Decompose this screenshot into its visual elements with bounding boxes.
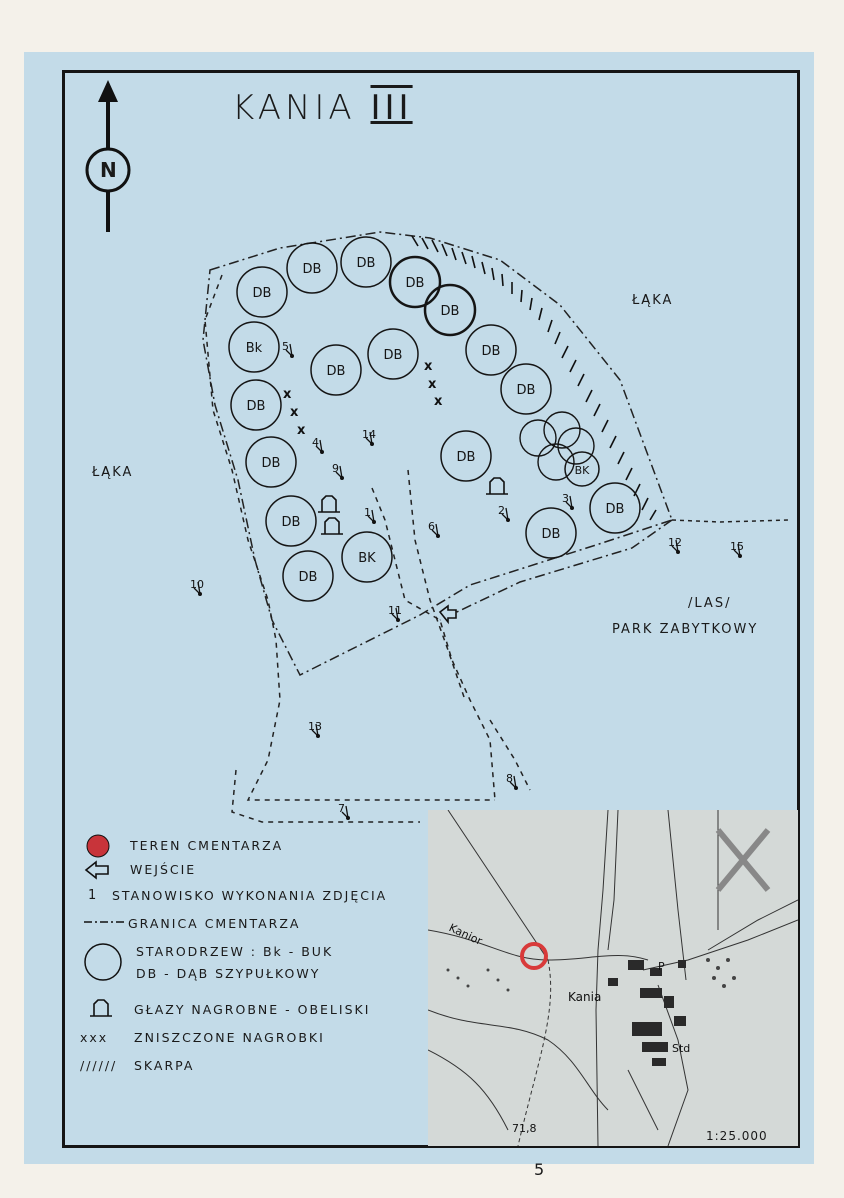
station-dot (316, 734, 320, 738)
legend-destroyed-symbol: xxx (80, 1030, 109, 1045)
tree-cluster-circle (544, 412, 580, 448)
tree-9 (231, 380, 281, 430)
tree-label: DB (298, 570, 318, 585)
north-letter: N (100, 158, 117, 182)
station-number: 3 (562, 492, 569, 505)
photo-station-6 (428, 520, 440, 538)
station-number: 11 (388, 604, 402, 617)
legend-item-boundary: GRANICA CMENTARZA (128, 916, 301, 931)
photo-station-11 (388, 604, 402, 622)
tree-14 (342, 532, 392, 582)
tree-circle-icon (85, 944, 121, 980)
tree-label: DB (456, 450, 476, 465)
photo-station-9 (332, 462, 344, 480)
inset-topo-map (428, 810, 798, 1146)
tree-label: DB (481, 344, 501, 359)
station-number: 9 (332, 462, 339, 475)
legend-photo-symbol: 1 (88, 888, 99, 903)
obelisk-icon (90, 1000, 112, 1016)
tree-15 (466, 325, 516, 375)
station-number: 8 (506, 772, 513, 785)
outer-dashed-path-2 (232, 770, 420, 822)
station-number: 15 (730, 540, 744, 553)
inset-label-p: P (658, 960, 665, 973)
tree-label: DB (302, 262, 322, 277)
station-group (190, 340, 744, 820)
station-dot (570, 506, 574, 510)
tree-label: DB (326, 364, 346, 379)
station-dot (676, 550, 680, 554)
station-number: 4 (312, 436, 319, 449)
map-title (232, 88, 413, 128)
legend-item-entrance: WEJŚCIE (130, 862, 197, 877)
photo-station-4 (312, 436, 324, 454)
station-number: 12 (668, 536, 682, 549)
svg-text:x: x (424, 359, 433, 374)
tree-5 (425, 285, 475, 335)
tree-6 (229, 322, 279, 372)
inset-label-elevation: 71,8 (512, 1122, 537, 1135)
tree-7 (311, 345, 361, 395)
tree-label: Bk (245, 341, 263, 356)
legend-escarpment-symbol: ////// (80, 1058, 118, 1073)
svg-text:x: x (297, 423, 306, 438)
tree-label: BK (358, 551, 376, 566)
photo-station-8 (506, 772, 518, 790)
map-scale: 1:25.000 (706, 1129, 768, 1143)
station-dot (396, 618, 400, 622)
tree-11 (441, 431, 491, 481)
station-dot (346, 816, 350, 820)
tree-label: BK (574, 464, 590, 477)
tree-label: DB (246, 399, 266, 414)
legend-item-old-trees: STARODRZEW : Bk - BUK (136, 944, 334, 959)
station-dot (340, 476, 344, 480)
svg-text:x: x (434, 394, 443, 409)
photo-station-3 (562, 492, 574, 510)
inset-map-drawing (428, 810, 798, 1146)
tree-label: DB (356, 256, 376, 271)
photo-station-14 (362, 428, 376, 446)
station-number: 14 (362, 428, 376, 441)
tree-3 (341, 237, 391, 287)
east-boundary (672, 520, 790, 522)
tree-cluster-circle (520, 420, 556, 456)
tree-19 (565, 452, 599, 486)
station-dot (370, 442, 374, 446)
north-arrow-icon (87, 80, 129, 232)
obelisk-icon (318, 478, 508, 534)
tree-label: DB (261, 456, 281, 471)
station-number: 2 (498, 504, 505, 517)
tree-label: DB (383, 348, 403, 363)
photo-station-7 (338, 802, 350, 820)
inset-label-std: Std (672, 1042, 691, 1055)
station-dot (514, 786, 518, 790)
cemetery-boundary (203, 232, 672, 675)
tree-16 (501, 364, 551, 414)
tree-label: DB (541, 527, 561, 542)
inset-town-label: Kania (568, 990, 602, 1004)
tree-4 (390, 257, 440, 307)
station-number: 13 (308, 720, 322, 733)
tree-label: DB (516, 383, 536, 398)
escarpment-hatching (412, 236, 656, 520)
tree-label: DB (440, 304, 460, 319)
tree-label: DB (281, 515, 301, 530)
legend-item-destroyed: ZNISZCZONE NAGROBKI (134, 1030, 325, 1045)
tree-12 (266, 496, 316, 546)
station-dot (738, 554, 742, 558)
legend-item-cemetery: TEREN CMENTARZA (130, 838, 284, 853)
station-number: 1 (364, 506, 371, 519)
station-dot (372, 520, 376, 524)
svg-text:x: x (290, 405, 299, 420)
tree-8 (368, 329, 418, 379)
tree-2 (287, 243, 337, 293)
station-number: 6 (428, 520, 435, 533)
label-meadow-west: ŁĄKA (92, 465, 134, 480)
legend-item-photo-station: STANOWISKO WYKONANIA ZDJĘCIA (112, 888, 388, 903)
tree-label: DB (252, 286, 272, 301)
photo-station-15 (730, 540, 744, 558)
station-dot (198, 592, 202, 596)
photo-station-5 (282, 340, 294, 358)
entrance-path-2 (408, 470, 465, 700)
inset-river-label: Kanior (446, 921, 485, 948)
entrance-arrow-icon (86, 862, 108, 878)
legend-item-escarpment: SKARPA (134, 1058, 195, 1073)
label-forest: /LAS/ (688, 596, 732, 611)
label-park: PARK ZABYTKOWY (612, 622, 759, 637)
red-dot-icon (87, 835, 109, 857)
photo-station-13 (308, 720, 322, 738)
title-roman: III (370, 88, 413, 128)
photo-station-12 (668, 536, 682, 554)
destroyed-graves (283, 359, 443, 438)
tree-18 (590, 483, 640, 533)
tree-label: DB (605, 502, 625, 517)
entrance-arrow-icon (440, 606, 456, 622)
entrance-path (372, 488, 495, 800)
photo-station-1 (364, 506, 376, 524)
photo-station-2 (498, 504, 510, 522)
station-dot (290, 354, 294, 358)
tree-13 (283, 551, 333, 601)
photo-station-10 (190, 578, 204, 596)
station-dot (506, 518, 510, 522)
page-number: 5 (534, 1160, 547, 1179)
station-dot (320, 450, 324, 454)
tree-label: DB (405, 276, 425, 291)
svg-text:x: x (428, 377, 437, 392)
svg-text:x: x (283, 387, 292, 402)
legend-symbols (84, 835, 124, 1016)
tree-1 (237, 267, 287, 317)
station-number: 7 (338, 802, 345, 815)
station-number: 10 (190, 578, 204, 591)
tree-17 (526, 508, 576, 558)
label-meadow-east: ŁĄKA (632, 293, 674, 308)
title-text: KANIA (232, 88, 356, 128)
tree-10 (246, 437, 296, 487)
station-dot (436, 534, 440, 538)
legend-item-oak: DB - DĄB SZYPUŁKOWY (136, 966, 321, 981)
station-number: 5 (282, 340, 289, 353)
legend-item-obelisks: GŁAZY NAGROBNE - OBELISKI (134, 1002, 371, 1017)
